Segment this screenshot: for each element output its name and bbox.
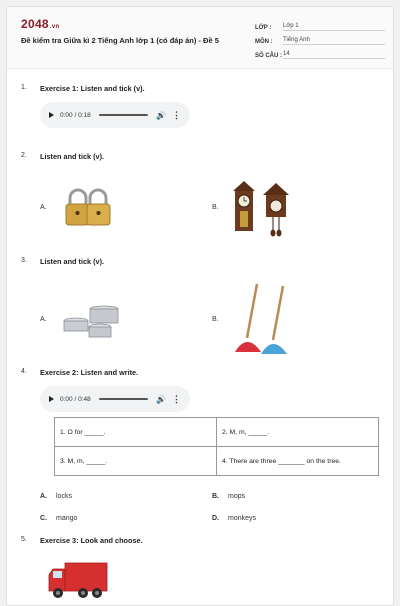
question-number: 3. [21, 257, 27, 264]
meta-value: 14 [283, 51, 385, 59]
padlocks-image [62, 187, 114, 229]
site-logo[interactable] [21, 17, 59, 31]
question-number: 1. [21, 84, 27, 91]
volume-icon[interactable]: 🔊 [156, 110, 166, 120]
mops-image [229, 282, 293, 356]
choice-a[interactable] [40, 493, 72, 500]
question-text: Exercise 3: Look and choose. [40, 536, 143, 545]
choice-d[interactable] [212, 515, 256, 522]
question-text: Listen and tick (v). [40, 152, 105, 161]
option-a-label: A. [40, 204, 47, 211]
question-text: Exercise 2: Listen and write. [40, 368, 139, 377]
page-title: Đề kiểm tra Giữa kì 2 Tiếng Anh lớp 1 (có đáp án) - Đề 5 [21, 36, 219, 45]
table-cell: 2. M, m, _____. [217, 418, 379, 447]
audio-progress-bar[interactable] [99, 398, 148, 400]
question-text: Exercise 1: Listen and tick (v). [40, 84, 145, 93]
option-b-label: B. [212, 316, 219, 323]
more-options-icon[interactable]: ⋮ [172, 393, 181, 404]
page-header [7, 7, 393, 69]
choice-text: locks [56, 493, 72, 500]
table-cell: 3. M, m, _____. [55, 447, 217, 476]
exam-page [6, 6, 394, 606]
question-number: 5. [21, 536, 27, 543]
choice-c[interactable] [40, 515, 77, 522]
exam-meta [255, 17, 385, 59]
meta-row-subject [255, 31, 385, 45]
option-a-label: A. [40, 316, 47, 323]
choice-letter: D. [212, 515, 219, 522]
meta-key: LỚP : [255, 25, 272, 31]
audio-player[interactable] [40, 386, 190, 412]
meta-value: Lớp 1 [283, 23, 385, 31]
choice-letter: C. [40, 515, 47, 522]
table-cell: 4. There are three _______ on the tree. [217, 447, 379, 476]
question-text: Listen and tick (v). [40, 257, 105, 266]
volume-icon[interactable]: 🔊 [156, 394, 166, 404]
audio-time: 0:00 / 0:48 [60, 395, 91, 403]
table-row [55, 447, 379, 476]
choice-text: mops [228, 493, 246, 500]
logo-suffix: .vn [49, 24, 60, 30]
choice-letter: B. [212, 493, 219, 500]
meta-row-count [255, 45, 385, 59]
audio-player[interactable] [40, 102, 190, 128]
table-row [55, 418, 379, 447]
cuckoo-clocks-image [231, 179, 291, 237]
audio-progress-bar[interactable] [99, 114, 148, 116]
pots-image [60, 299, 126, 341]
fill-in-table [54, 417, 379, 476]
option-b-label: B. [212, 204, 219, 211]
table-cell: 1. O for _____. [55, 418, 217, 447]
audio-time: 0:00 / 0:18 [60, 111, 91, 119]
play-icon[interactable] [49, 396, 54, 402]
meta-key: MÔN : [255, 39, 273, 45]
question-number: 2. [21, 152, 27, 159]
more-options-icon[interactable]: ⋮ [172, 109, 181, 120]
choice-letter: A. [40, 493, 47, 500]
meta-key: SỐ CÂU : [255, 53, 282, 59]
play-icon[interactable] [49, 112, 54, 118]
logo-text: 2048 [21, 17, 49, 31]
meta-value: Tiếng Anh [283, 37, 385, 45]
truck-image [47, 561, 109, 601]
question-number: 4. [21, 368, 27, 375]
choice-text: mango [56, 515, 78, 522]
choice-text: monkeys [228, 515, 257, 522]
choice-b[interactable] [212, 493, 245, 500]
meta-row-class [255, 17, 385, 31]
